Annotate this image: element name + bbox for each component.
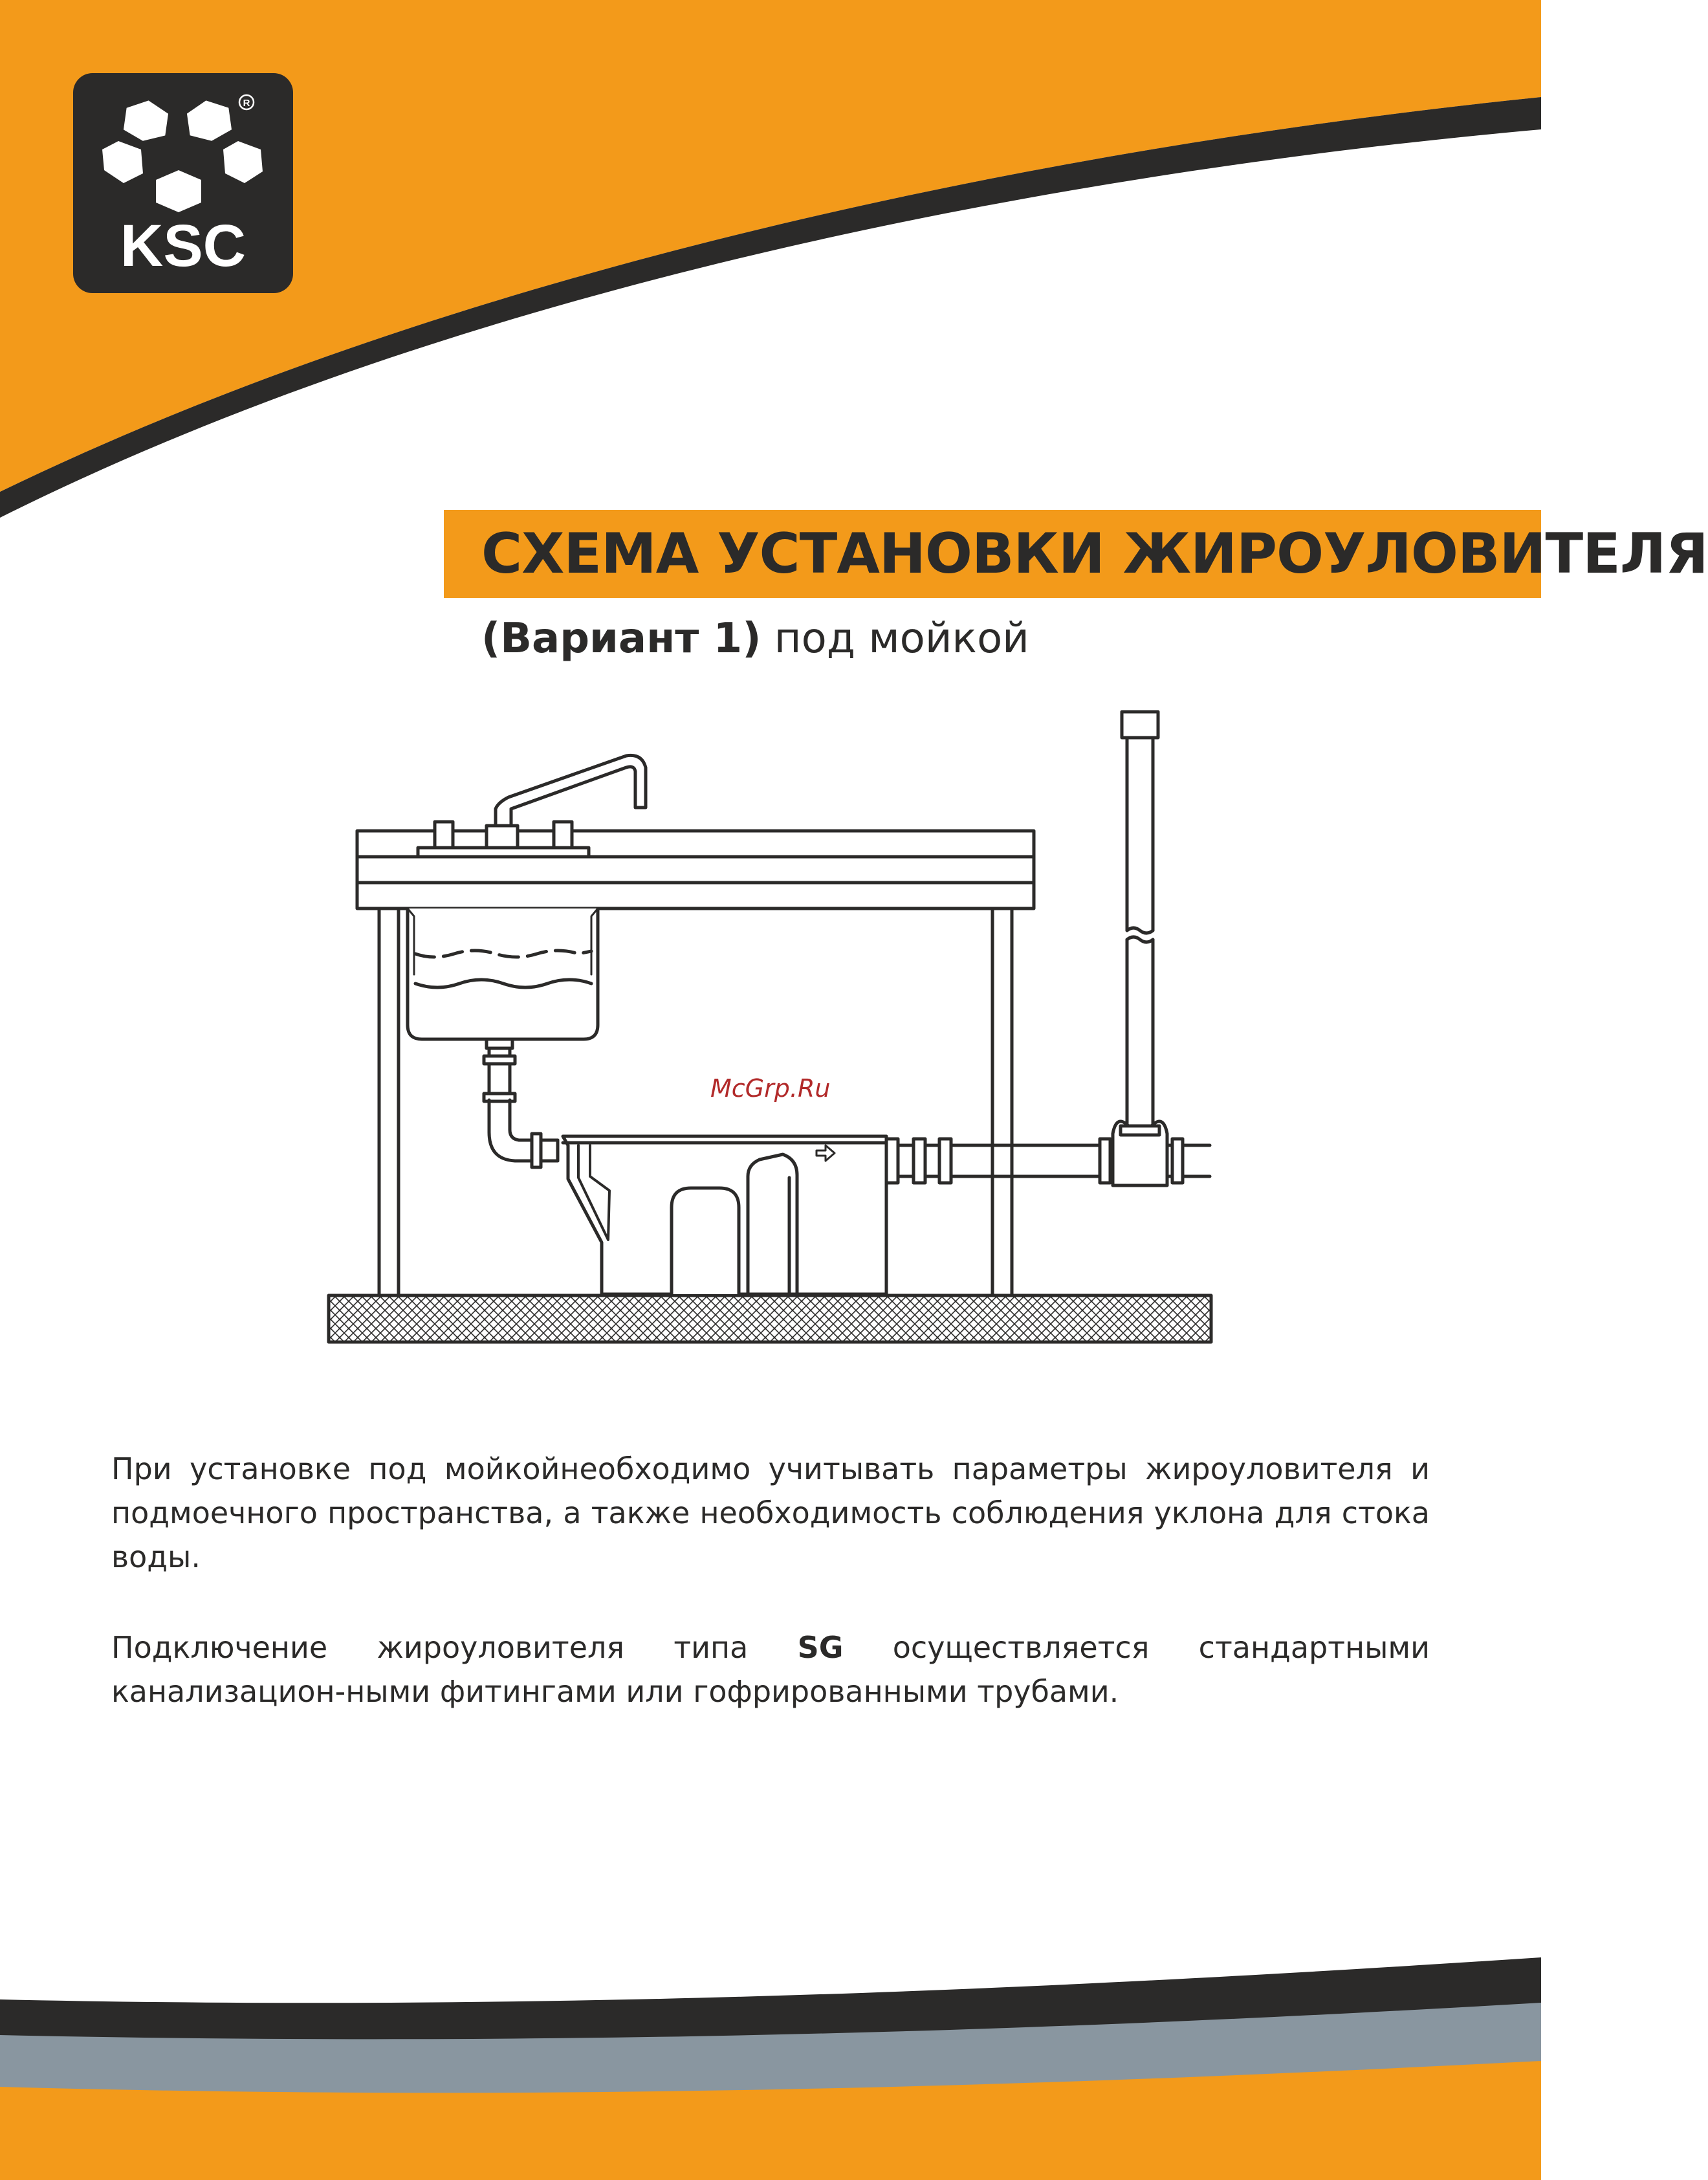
sink-icon [408, 908, 598, 1039]
subtitle-variant: (Вариант 1) [481, 615, 761, 663]
floor-hatch-icon [329, 1295, 1211, 1342]
subtitle-location: под мойкой [761, 615, 1029, 663]
paragraph-2-start: Подключение жироуловителя типа [111, 1630, 798, 1665]
logo-text: KSC [120, 213, 246, 279]
paragraph-connection [111, 1625, 1430, 1713]
ksc-logo [73, 73, 293, 293]
paragraph-installation: При установке под мойкойнеобходимо учитывать параметры жироуловителя и подмоечного пространства, а также необходимость соблюдения уклона для стока воды. [111, 1451, 1430, 1574]
drain-pipe [484, 1039, 558, 1167]
page-title: СХЕМА УСТАНОВКИ ЖИРОУЛОВИТЕЛЯ [481, 522, 1708, 586]
grease-trap-icon [563, 1136, 886, 1294]
installation-diagram [317, 699, 1223, 1359]
paragraph-2-end: осуществляется стандартными канализацион-ными фитингами или гофрированными трубами. [111, 1630, 1430, 1709]
registered-mark: R [243, 98, 250, 109]
title-banner [444, 510, 1708, 598]
watermark-text: McGrp.Ru [710, 1074, 831, 1103]
page-subtitle [481, 615, 1029, 663]
paragraph-2-model: SG [797, 1630, 844, 1665]
countertop [357, 831, 1034, 908]
vent-pipe-icon [1113, 712, 1167, 1185]
